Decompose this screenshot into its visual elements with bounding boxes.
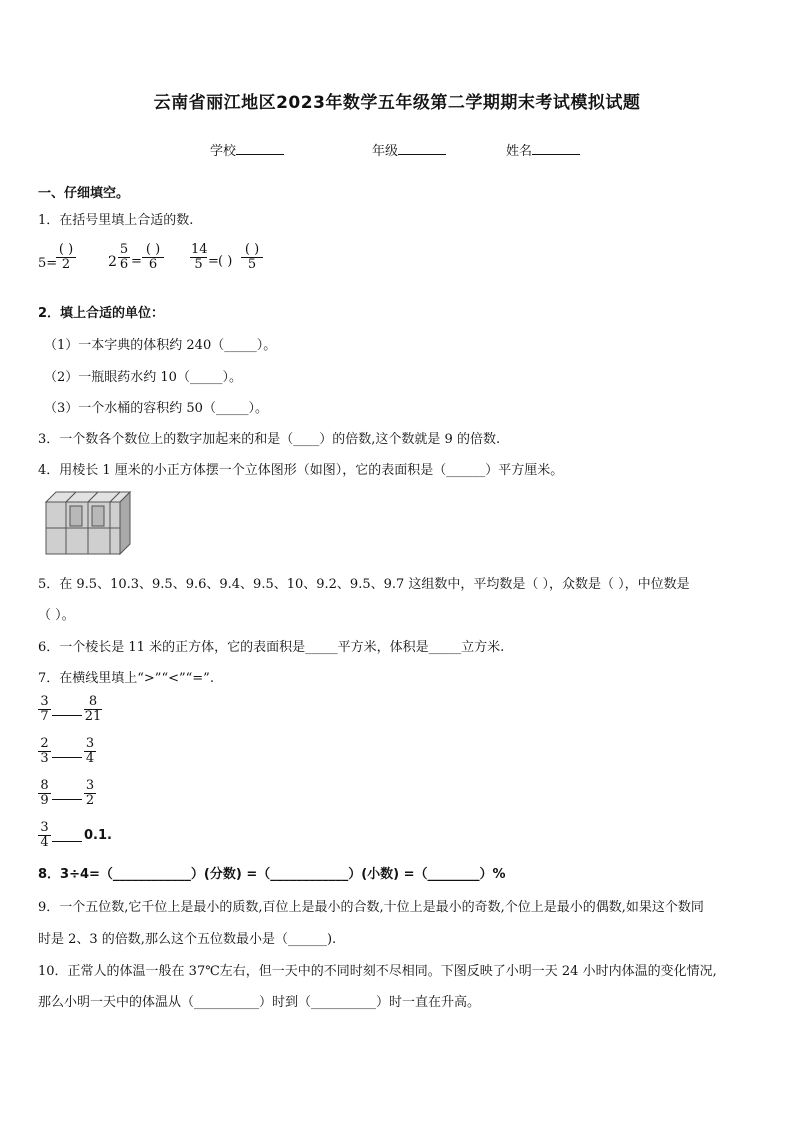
question-6: 6．一个棱长是 11 米的正方体，它的表面积是_____平方米，体积是_____立方米. — [38, 640, 505, 655]
name-field — [506, 140, 580, 159]
q7-row2-answer-line[interactable] — [52, 757, 82, 758]
q7-row1-left-fraction — [38, 695, 51, 724]
question-3: 3．一个数各个数位上的数字加起来的和是（____）的倍数,这个数就是 9 的倍数. — [38, 432, 501, 447]
q7-row4-left-numerator: 3 — [38, 821, 51, 836]
q1-b-equals: = — [131, 254, 142, 269]
q1-b-result-fraction — [142, 243, 164, 272]
q7-row3-answer-line[interactable] — [52, 799, 82, 800]
question-5-line-2: （ ）。 — [38, 608, 75, 623]
name-blank[interactable] — [532, 143, 580, 155]
q7-row3-right-fraction — [84, 779, 96, 808]
q7-row3-left-fraction — [38, 779, 51, 808]
question-10-line-2: 那么小明一天中的体温从（__________）时到（__________）时一直在升高。 — [38, 995, 481, 1010]
cube-figure — [42, 488, 134, 558]
q1-b-fraction — [118, 243, 130, 272]
grade-field — [372, 140, 446, 159]
q7-row2-right-numerator: 3 — [85, 736, 95, 751]
q2-item-3: （3）一个水桶的容积约 50（_____）。 — [44, 401, 268, 416]
school-label: 学校 — [210, 144, 237, 159]
q7-row2-left-fraction — [38, 737, 51, 766]
q7-row3-right-denominator: 2 — [85, 793, 95, 808]
question-9-line-1: 9．一个五位数,它千位上是最小的质数,百位上是最小的合数,十位上是最小的奇数,个位上是最小的偶数,如果这个数同 — [38, 900, 704, 915]
q2-item-2: （2）一瓶眼药水约 10（_____）。 — [44, 370, 242, 385]
q1-a-fraction — [56, 243, 76, 272]
q7-row1-answer-line[interactable] — [52, 715, 82, 716]
grade-blank[interactable] — [398, 143, 446, 155]
q7-row4-answer-line[interactable] — [52, 841, 82, 842]
q7-row4-right-value: 0.1. — [84, 828, 112, 843]
q1-c-equals: = — [208, 254, 219, 269]
question-4: 4．用棱长 1 厘米的小正方体摆一个立体图形（如图），它的表面积是（______）平方厘米。 — [38, 463, 564, 478]
q7-row1-left-numerator: 3 — [38, 695, 51, 710]
q1-c-numerator: 14 — [191, 242, 208, 257]
grade-label: 年级 — [372, 144, 399, 159]
q1-b-whole: 2 — [108, 254, 117, 270]
question-2: 2．填上合适的单位： — [38, 306, 165, 321]
section-heading: 一、仔细填空。 — [38, 186, 130, 201]
q7-row2-left-denominator: 3 — [40, 751, 49, 766]
q7-row3-right-numerator: 3 — [85, 778, 95, 793]
q1-c-result-fraction — [241, 243, 263, 272]
q1-c-result-denominator: 5 — [247, 257, 257, 272]
school-field — [210, 140, 284, 159]
q1-b-denominator: 6 — [119, 257, 129, 272]
q1-a-denominator: 2 — [61, 257, 71, 272]
q1-b-result-denominator: 6 — [148, 257, 158, 272]
question-9-line-2: 时是 2、3 的倍数,那么这个五位数最小是（______). — [38, 932, 337, 947]
q7-row2-right-fraction — [84, 737, 96, 766]
q1-c-fraction — [190, 243, 207, 272]
q1-b-numerator: 5 — [119, 242, 129, 257]
question-1: 1．在括号里填上合适的数. — [38, 213, 194, 228]
question-8: 8．3÷4=（____________）(分数) =（____________）(小数) =（________）% — [38, 867, 506, 882]
q7-row3-left-numerator: 8 — [38, 779, 51, 794]
q1-c-denominator: 5 — [194, 257, 203, 272]
q2-item-1: （1）一本字典的体积约 240（_____）。 — [44, 338, 277, 353]
q7-row3-left-denominator: 9 — [40, 793, 49, 808]
q7-row1-right-fraction — [84, 695, 102, 724]
q7-row4-left-fraction — [38, 821, 51, 850]
question-7: 7．在横线里填上“>”“<”“=”. — [38, 671, 214, 686]
q7-row1-right-denominator: 21 — [84, 709, 102, 724]
q1-a-prefix: 5= — [38, 256, 58, 271]
q7-row1-right-numerator: 8 — [84, 695, 102, 710]
q7-row2-right-denominator: 4 — [85, 751, 95, 766]
name-label: 姓名 — [506, 144, 533, 159]
question-5-line-1: 5．在 9.5、10.3、9.5、9.6、9.4、9.5、10、9.2、9.5、9.7 这组数中，平均数是（ ），众数是（ ），中位数是 — [38, 577, 690, 592]
q1-b-result-numerator[interactable]: ( ) — [142, 243, 164, 258]
q7-row1-left-denominator: 7 — [40, 709, 49, 724]
page-title: 云南省丽江地区2023年数学五年级第二学期期末考试模拟试题 — [153, 93, 641, 113]
q7-row2-left-numerator: 2 — [38, 737, 51, 752]
q1-c-result-numerator[interactable]: ( ) — [241, 243, 263, 258]
q1-a-numerator[interactable]: ( ) — [56, 243, 76, 258]
q7-row4-left-denominator: 4 — [40, 835, 49, 850]
school-blank[interactable] — [236, 143, 284, 155]
question-10-line-1: 10．正常人的体温一般在 37℃左右，但一天中的不同时刻不尽相同。下图反映了小明一天 24 小时内体温的变化情况, — [38, 964, 717, 979]
q1-c-whole-blank[interactable]: ( ) — [218, 254, 233, 269]
